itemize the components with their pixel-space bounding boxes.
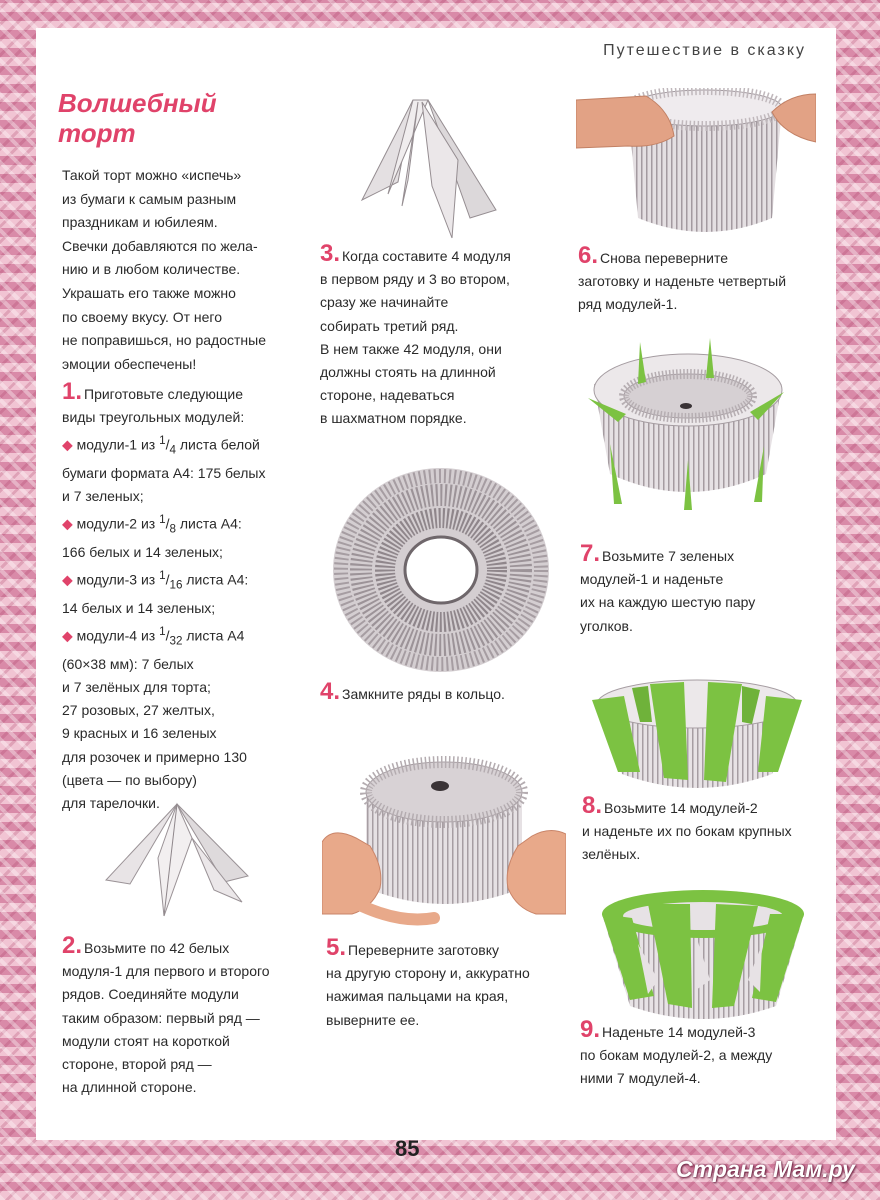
photo-modules-3-4-added xyxy=(598,884,808,1032)
fraction-numerator: 1 xyxy=(159,513,166,527)
photo-module-ring xyxy=(330,464,552,676)
step-6 xyxy=(578,244,828,317)
step-4 xyxy=(320,680,580,706)
step-9 xyxy=(580,1018,830,1091)
module-4-line: и 7 зелёных для торта; xyxy=(62,679,211,696)
step-number: 4. xyxy=(320,678,341,705)
step-7-line: их на каждую шестую пару xyxy=(580,594,756,611)
step-5-line: нажимая пальцами на края, xyxy=(326,988,509,1005)
step-2-line: модули стоят на короткой xyxy=(62,1032,230,1049)
step-3-line: в шахматном порядке. xyxy=(320,410,467,427)
photo-green-modules-added xyxy=(588,334,788,514)
intro-line: праздникам и юбилеям. xyxy=(62,214,218,231)
intro-line: по своему вкусу. От него xyxy=(62,308,223,325)
step-6-line: заготовку и наденьте четвертый xyxy=(578,273,787,290)
step-5-line xyxy=(326,936,576,962)
magazine-page xyxy=(36,28,836,1140)
step-text: Наденьте 14 модулей-3 xyxy=(602,1024,756,1040)
step-8-line: и наденьте их по бокам крупных xyxy=(582,823,792,840)
step-3-line: должны стоять на длинной xyxy=(320,364,496,381)
diamond-bullet-icon: ◆ xyxy=(62,437,73,454)
photo-folded-modules xyxy=(102,798,252,918)
photo-modules-2-added xyxy=(592,662,802,802)
intro-line: нию и в любом количестве. xyxy=(62,261,241,278)
step-2-line: таким образом: первый ряд — xyxy=(62,1009,260,1026)
step-number: 5. xyxy=(326,934,347,961)
fraction-denominator: 4 xyxy=(169,443,176,457)
intro-line: Такой торт можно «испечь» xyxy=(62,167,242,183)
step-text: Когда составите 4 модуля xyxy=(342,248,511,264)
step-text: Переверните заготовку xyxy=(348,942,500,958)
step-text: Возьмите 14 модулей-2 xyxy=(604,800,758,816)
step-6-line: ряд модулей-1. xyxy=(578,296,678,313)
step-2-line: стороне, второй ряд — xyxy=(62,1056,212,1073)
module-4-line: 9 красных и 16 зеленых xyxy=(62,725,217,742)
step-8-line: зелёных. xyxy=(582,846,641,863)
step-3-line: собирать третий ряд. xyxy=(320,317,459,334)
step-number: 3. xyxy=(320,240,341,267)
photo-cake-base-hands xyxy=(322,738,566,938)
step-2-line xyxy=(62,934,332,960)
module-4-line: ◆ модули-4 из $^1/_{32}$ листа А4 xyxy=(62,625,245,648)
intro-line: из бумаги к самым разным xyxy=(62,190,237,207)
step-8 xyxy=(582,794,832,867)
title-line-2: торт xyxy=(58,118,136,148)
title-line-1: Волшебный xyxy=(58,88,217,118)
step-9-line: ними 7 модулей-4. xyxy=(580,1070,701,1087)
diamond-bullet-icon: ◆ xyxy=(62,571,73,588)
page-number: 85 xyxy=(395,1136,420,1161)
fraction-numerator: 1 xyxy=(159,434,166,448)
module-2-line: ◆ модули-2 из $^1/_8$ листа А4: xyxy=(62,513,242,536)
step-3-line: В нем также 42 модуля, они xyxy=(320,340,502,357)
fraction-denominator: 8 xyxy=(169,522,176,536)
step-6-line xyxy=(578,244,828,270)
step-3-line xyxy=(320,242,570,268)
module-text: модули-3 из xyxy=(76,571,160,588)
photo-turned-base xyxy=(576,88,816,248)
fraction-numerator: 1 xyxy=(159,625,166,639)
step-5 xyxy=(326,936,576,1032)
step-number: 8. xyxy=(582,792,603,819)
step-7-line: модулей-1 и наденьте xyxy=(580,571,724,588)
fraction-denominator: 16 xyxy=(169,578,183,592)
module-text: листа А4: xyxy=(175,516,242,533)
step-1-line xyxy=(62,380,322,406)
module-text: листа А4 xyxy=(182,627,245,644)
module-text: листа белой xyxy=(175,437,260,454)
step-2-line: рядов. Соединяйте модули xyxy=(62,986,239,1003)
step-9-line xyxy=(580,1018,830,1044)
step-3 xyxy=(320,242,570,431)
step-1 xyxy=(62,380,322,815)
intro-line: Украшать его также можно xyxy=(62,284,236,301)
running-head: Путешествие в сказку xyxy=(603,42,806,59)
fraction-denominator: 32 xyxy=(169,634,183,648)
step-5-line: выверните ее. xyxy=(326,1011,420,1028)
module-1-line: ◆ модули-1 из $^1/_4$ листа белой xyxy=(62,434,260,457)
module-text: модули-1 из xyxy=(76,437,160,454)
article-title xyxy=(58,88,217,148)
module-4-line: (цвета — по выбору) xyxy=(62,771,197,788)
step-text: Возьмите 7 зеленых xyxy=(602,548,735,564)
intro-line: эмоции обеспечены! xyxy=(62,355,197,372)
step-3-line: в первом ряду и 3 во втором, xyxy=(320,271,510,288)
step-2 xyxy=(62,934,332,1099)
step-2-line: модуля-1 для первого и второго xyxy=(62,963,270,980)
module-3-line: 14 белых и 14 зеленых; xyxy=(62,599,216,616)
step-text: Замкните ряды в кольцо. xyxy=(342,686,505,702)
step-7-line: уголков. xyxy=(580,617,633,634)
step-9-line: по бокам модулей-2, а между xyxy=(580,1047,773,1064)
module-text: модули-2 из xyxy=(76,516,160,533)
step-number: 6. xyxy=(578,242,599,269)
step-number: 9. xyxy=(580,1016,601,1043)
module-1-line: и 7 зеленых; xyxy=(62,488,144,505)
module-4-line: для тарелочки. xyxy=(62,795,160,812)
step-7 xyxy=(580,542,820,638)
step-number: 1. xyxy=(62,378,83,405)
step-number: 7. xyxy=(580,540,601,567)
module-4-line: 27 розовых, 27 желтых, xyxy=(62,702,215,719)
step-text: Возьмите по 42 белых xyxy=(84,940,230,956)
diamond-bullet-icon: ◆ xyxy=(62,516,73,533)
site-watermark: Страна Мам.ру xyxy=(676,1156,855,1182)
fraction-numerator: 1 xyxy=(159,569,166,583)
module-4-line: для розочек и примерно 130 xyxy=(62,748,247,765)
module-4-line: (60×38 мм): 7 белых xyxy=(62,655,194,672)
step-1-line: виды треугольных модулей: xyxy=(62,409,245,426)
step-5-line: на другую сторону и, аккуратно xyxy=(326,965,530,982)
module-text: листа А4: xyxy=(182,571,249,588)
intro-paragraph xyxy=(62,164,302,376)
step-3-line: сразу же начинайте xyxy=(320,294,449,311)
step-3-line: стороне, надеваться xyxy=(320,387,455,404)
step-2-line: на длинной стороне. xyxy=(62,1079,197,1096)
module-text: модули-4 из xyxy=(76,627,160,644)
step-8-line xyxy=(582,794,832,820)
module-2-line: 166 белых и 14 зеленых; xyxy=(62,544,223,561)
step-text: Приготовьте следующие xyxy=(84,386,244,402)
module-1-line: бумаги формата А4: 175 белых xyxy=(62,465,266,482)
diamond-bullet-icon: ◆ xyxy=(62,627,73,644)
step-text: Снова переверните xyxy=(600,250,728,266)
photo-first-rows xyxy=(358,90,508,240)
intro-line: не поправишься, но радостные xyxy=(62,332,266,349)
intro-line: Свечки добавляются по жела- xyxy=(62,237,258,254)
module-3-line: ◆ модули-3 из $^1/_{16}$ листа А4: xyxy=(62,569,249,592)
step-number: 2. xyxy=(62,932,83,959)
step-4-line xyxy=(320,680,580,706)
step-7-line xyxy=(580,542,820,568)
